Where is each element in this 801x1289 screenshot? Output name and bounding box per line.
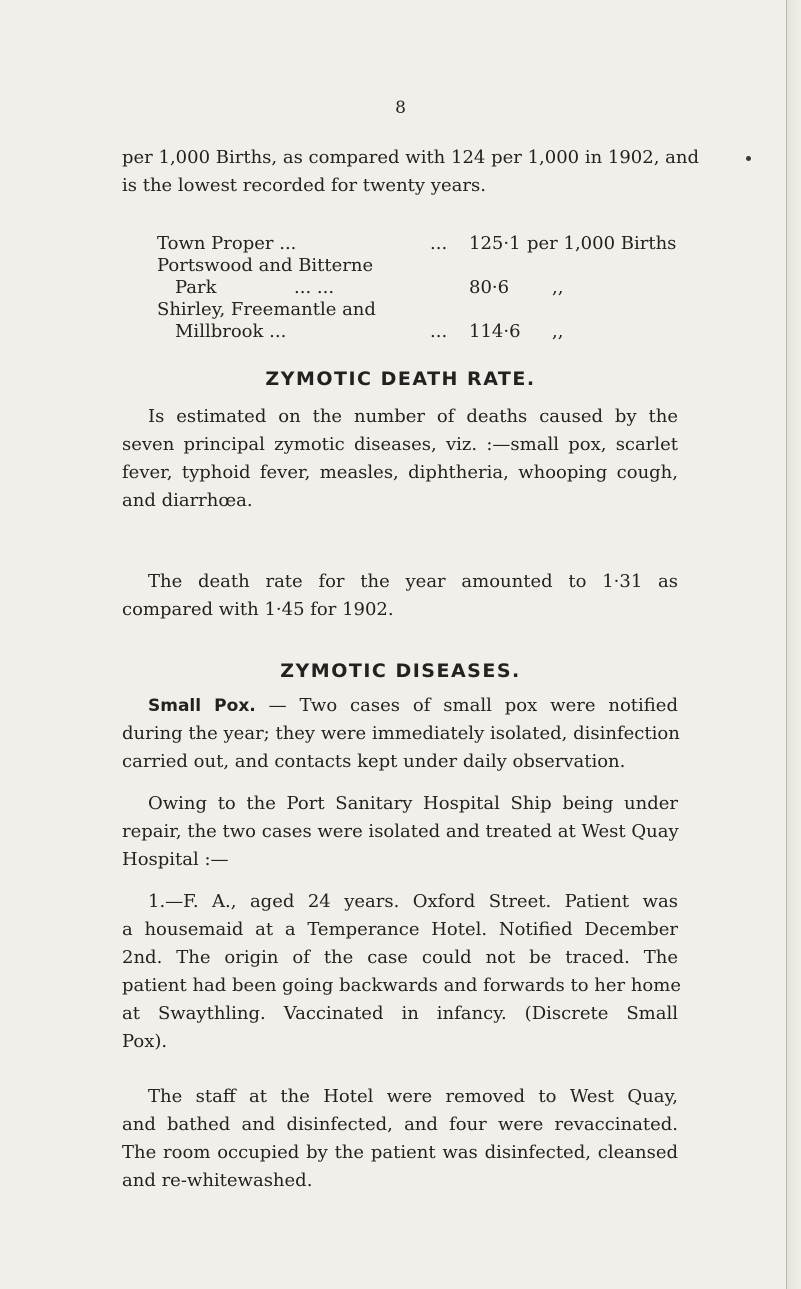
small-pox-subheading: Small Pox. bbox=[148, 696, 256, 716]
text-line: Owing to the Port Sanitary Hospital Ship being under bbox=[148, 793, 678, 814]
text-line: patient had been going backwards and forwards to her home bbox=[122, 975, 681, 996]
text-line: seven principal zymotic diseases, viz. :—small pox, scarlet bbox=[122, 434, 678, 455]
place-name-continued: Park bbox=[175, 277, 217, 298]
text-line: 1.—F. A., aged 24 years. Oxford Street. Patient was bbox=[148, 891, 678, 912]
text-line: carried out, and contacts kept under daily observation. bbox=[122, 751, 626, 772]
small-pox-paragraph bbox=[122, 692, 678, 776]
port-sanitary-paragraph bbox=[122, 790, 678, 874]
text-line: The room occupied by the patient was disinfected, cleansed bbox=[122, 1142, 678, 1163]
place-name: Shirley, Freemantle and bbox=[157, 299, 376, 320]
death-rate-definition-paragraph bbox=[122, 403, 678, 515]
text-line: Hospital :— bbox=[122, 849, 229, 870]
rate-unit: per 1,000 Births bbox=[527, 233, 677, 254]
ditto-mark: ,, bbox=[552, 321, 564, 342]
case-one-paragraph bbox=[122, 888, 681, 1056]
death-rate-amount-paragraph bbox=[122, 568, 678, 624]
page-edge-shadow bbox=[786, 0, 801, 1289]
hotel-staff-paragraph bbox=[122, 1083, 678, 1195]
leader-dots: ... bbox=[430, 321, 448, 342]
text-line: and bathed and disinfected, and four were revaccinated. bbox=[122, 1114, 678, 1135]
text-line: compared with 1·45 for 1902. bbox=[122, 599, 394, 620]
page-number: 8 bbox=[395, 98, 406, 118]
text-line: per 1,000 Births, as compared with 124 per 1,000 in 1902, and bbox=[122, 147, 699, 168]
section-heading-zymotic-diseases: ZYMOTIC DISEASES. bbox=[280, 660, 521, 682]
text-line: and re-whitewashed. bbox=[122, 1170, 313, 1191]
text-line: The staff at the Hotel were removed to West Quay, bbox=[148, 1086, 678, 1107]
text-line: The death rate for the year amounted to 1·31 as bbox=[148, 571, 678, 592]
text-line: Is estimated on the number of deaths caused by the bbox=[148, 406, 678, 427]
ink-speck bbox=[746, 156, 751, 161]
place-name-continued: Millbrook ... bbox=[175, 321, 287, 342]
rate-value: 125·1 bbox=[469, 233, 521, 254]
ditto-mark: ,, bbox=[552, 277, 564, 298]
text-line bbox=[122, 692, 678, 720]
text-line: and diarrhœa. bbox=[122, 490, 253, 511]
text-line: Pox). bbox=[122, 1031, 168, 1052]
leader-dots: ... bbox=[430, 233, 448, 254]
text-line: is the lowest recorded for twenty years. bbox=[122, 175, 486, 196]
place-name: Portswood and Bitterne bbox=[157, 255, 374, 276]
text-line: at Swaythling. Vaccinated in infancy. (Discrete Small bbox=[122, 1003, 678, 1024]
text-line: fever, typhoid fever, measles, diphtheria, whooping cough, bbox=[122, 462, 678, 483]
text-line: during the year; they were immediately isolated, disinfection bbox=[122, 723, 680, 744]
text-fragment: — Two cases of small pox were notified bbox=[255, 695, 678, 716]
leader-dots: ... ... bbox=[294, 277, 335, 298]
text-line: a housemaid at a Temperance Hotel. Notified December bbox=[122, 919, 678, 940]
text-line: 2nd. The origin of the case could not be traced. The bbox=[122, 947, 678, 968]
rate-value: 80·6 bbox=[469, 277, 510, 298]
section-heading-zymotic-death-rate: ZYMOTIC DEATH RATE. bbox=[265, 368, 536, 390]
intro-paragraph bbox=[122, 144, 699, 200]
place-name: Town Proper ... bbox=[157, 233, 297, 254]
text-line: repair, the two cases were isolated and treated at West Quay bbox=[122, 821, 679, 842]
rate-value: 114·6 bbox=[469, 321, 521, 342]
